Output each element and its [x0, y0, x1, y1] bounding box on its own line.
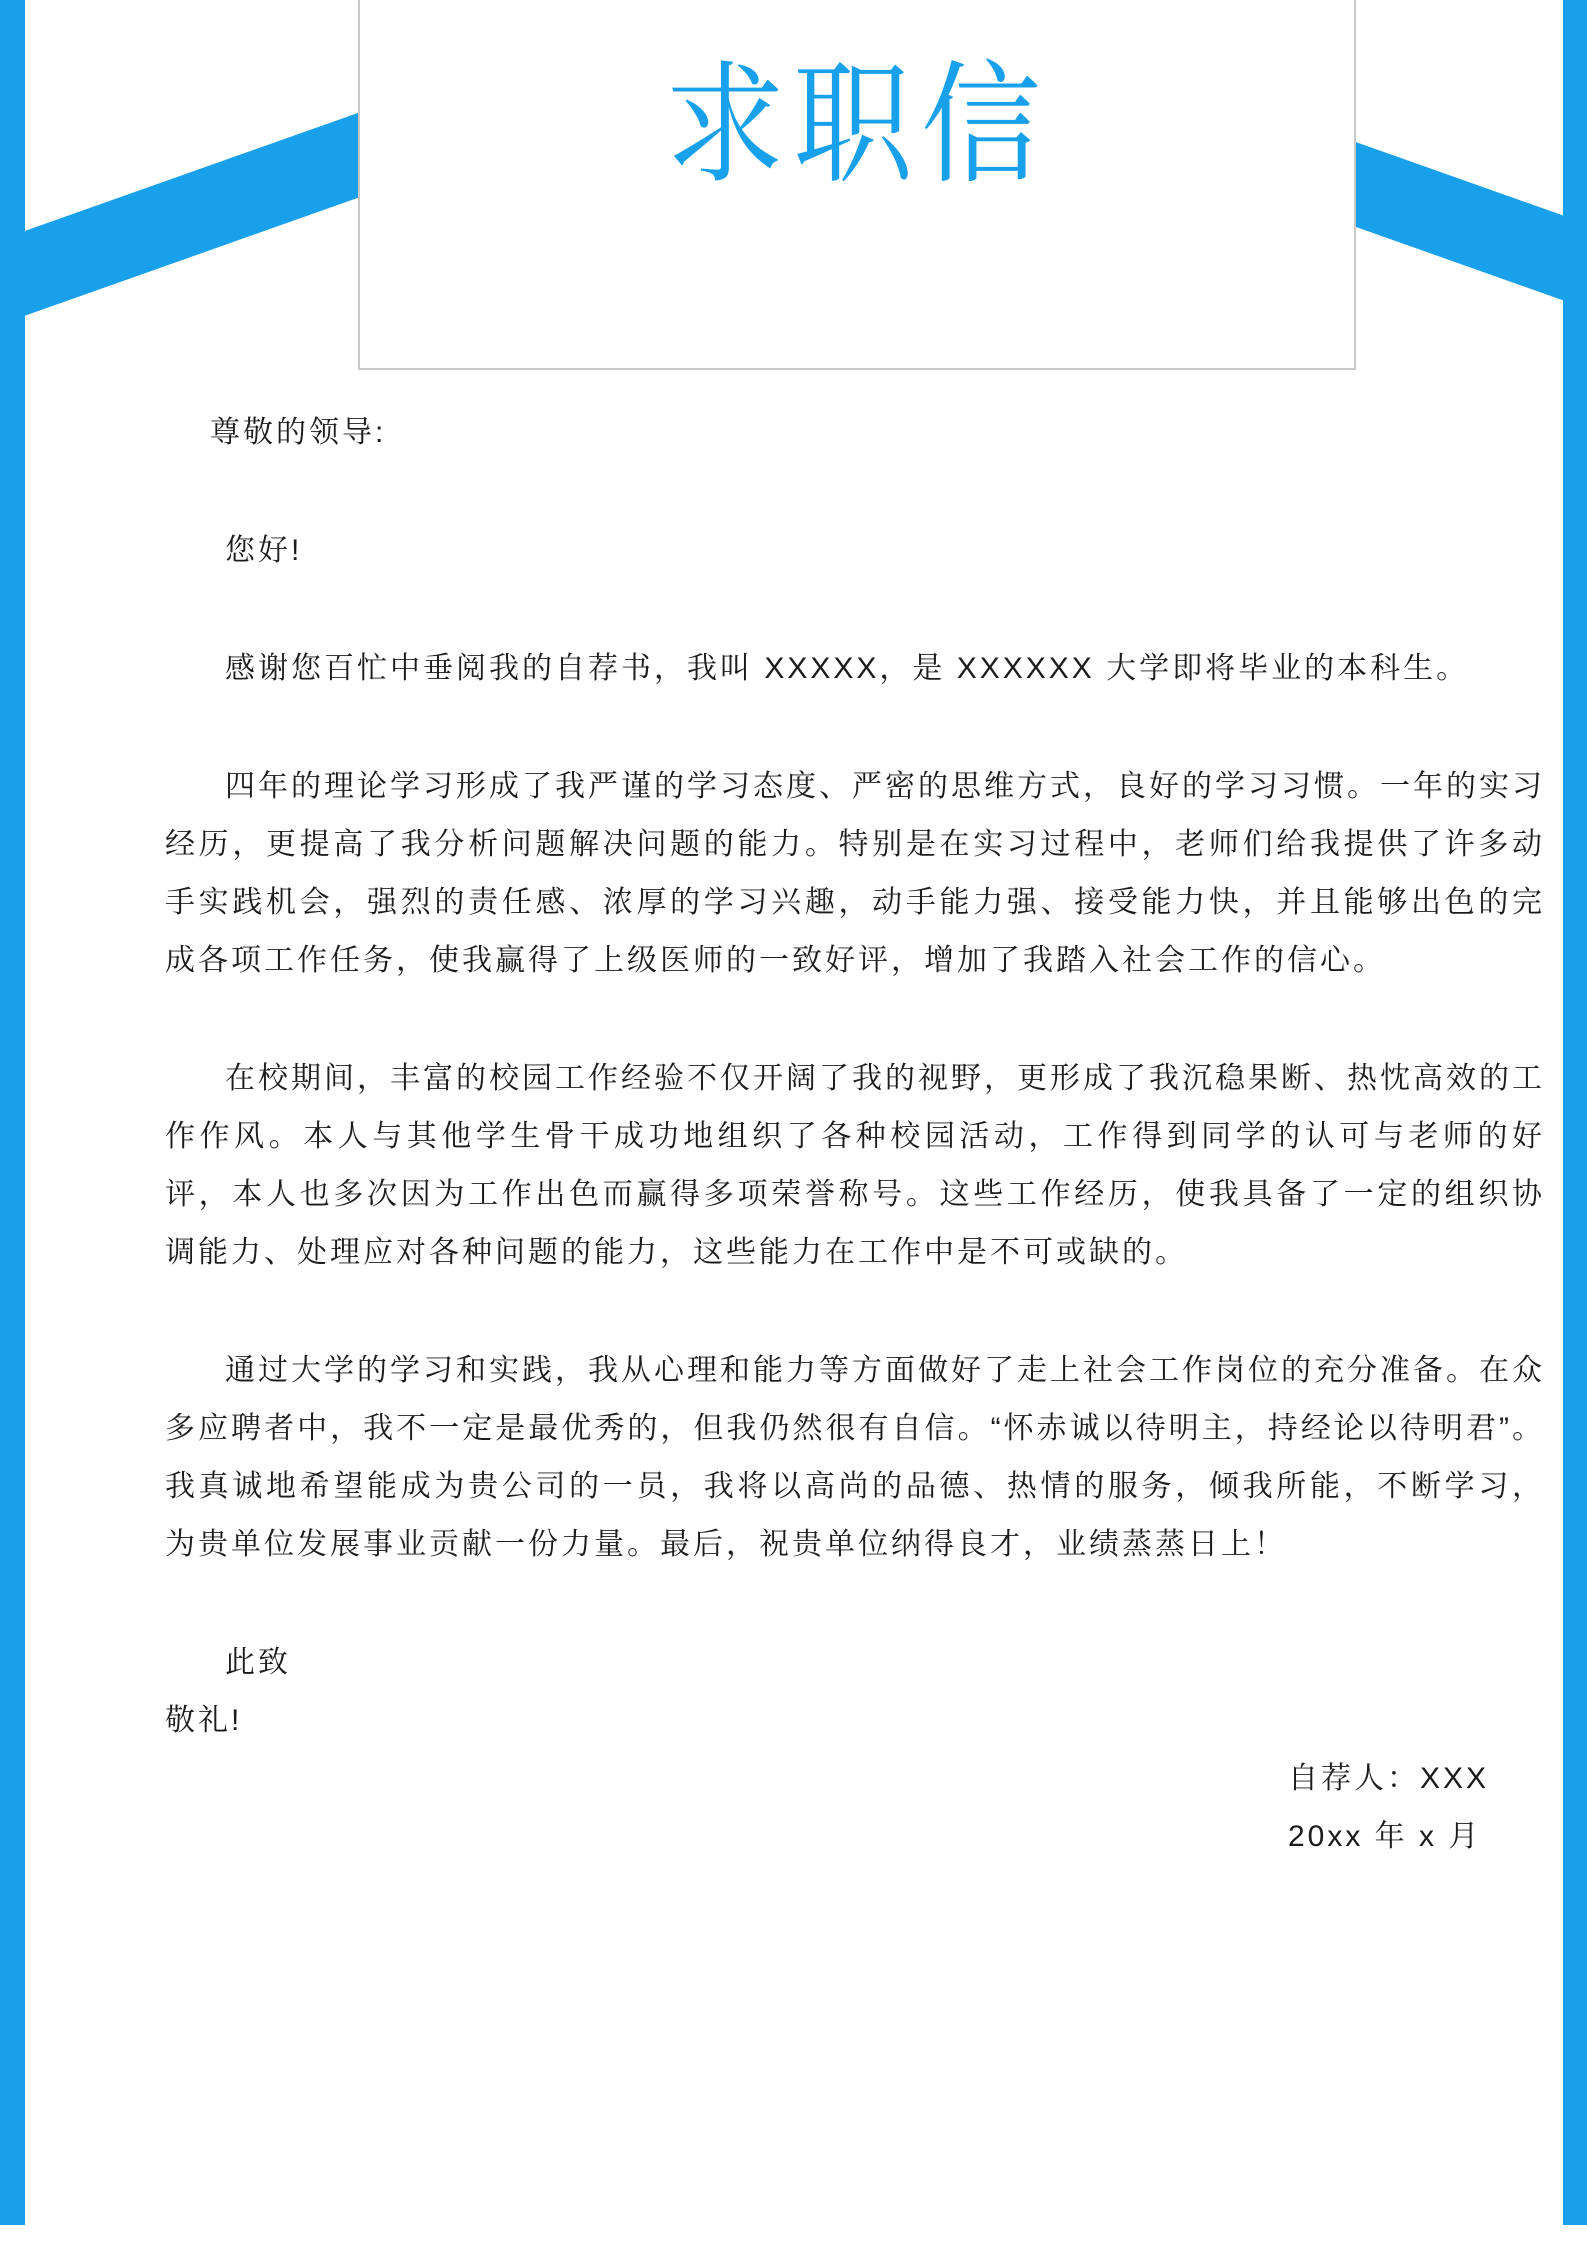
greeting-line: 您好! [225, 534, 303, 567]
left-edge-bar [0, 0, 25, 2225]
right-edge-bar [1563, 0, 1587, 2225]
letter-paragraph: 通过大学的学习和实践，我从心理和能力等方面做好了走上社会工作岗位的充分准备。在众多应聘者中，我不一定是最优秀的，但我仍然很有自信。“怀赤诚以待明主，持经论以待明君”。我真诚地希望能成为贵公司的一员，我将以高尚的品德、热情的服务，倾我所能，不断学习，为贵单位发展事业贡献一份力量。最后，祝贵单位纳得良才，业绩蒸蒸日上！ [165, 1354, 1545, 1561]
signature-block [1288, 1750, 1489, 1866]
letter-body [165, 404, 1545, 1866]
letter-paragraph: 在校期间，丰富的校园工作经验不仅开阔了我的视野，更形成了我沉稳果断、热忱高效的工作作风。本人与其他学生骨干成功地组织了各种校园活动，工作得到同学的认可与老师的好评，本人也多次因为工作出色而赢得多项荣誉称号。这些工作经历，使我具备了一定的组织协调能力、处理应对各种问题的能力，这些能力在工作中是不可或缺的。 [165, 1062, 1545, 1269]
closing-jingli: 敬礼! [165, 1704, 243, 1737]
right-diagonal-ribbon [1323, 140, 1587, 304]
page-title: 求职信 [665, 51, 1049, 200]
letter-paragraph: 感谢您百忙中垂阅我的自荐书，我叫 XXXXX，是 XXXXXX 大学即将毕业的本科生。 [225, 652, 1470, 685]
signature-date-line: 20xx 年 x 月 [1287, 1820, 1482, 1853]
closing-cizhi: 此致 [225, 1646, 291, 1679]
salutation: 尊敬的领导: [210, 416, 387, 449]
letter-paragraph: 四年的理论学习形成了我严谨的学习态度、严密的思维方式，良好的学习习惯。一年的实习经历，更提高了我分析问题解决问题的能力。特别是在实习过程中，老师们给我提供了许多动手实践机会，强烈的责任感、浓厚的学习兴趣，动手能力强、接受能力快，并且能够出色的完成各项工作任务，使我赢得了上级医师的一致好评，增加了我踏入社会工作的信心。 [165, 770, 1545, 977]
signature-name-line: 自荐人：XXX [1287, 1762, 1489, 1795]
left-diagonal-ribbon [0, 111, 389, 320]
title-banner [358, 0, 1356, 370]
